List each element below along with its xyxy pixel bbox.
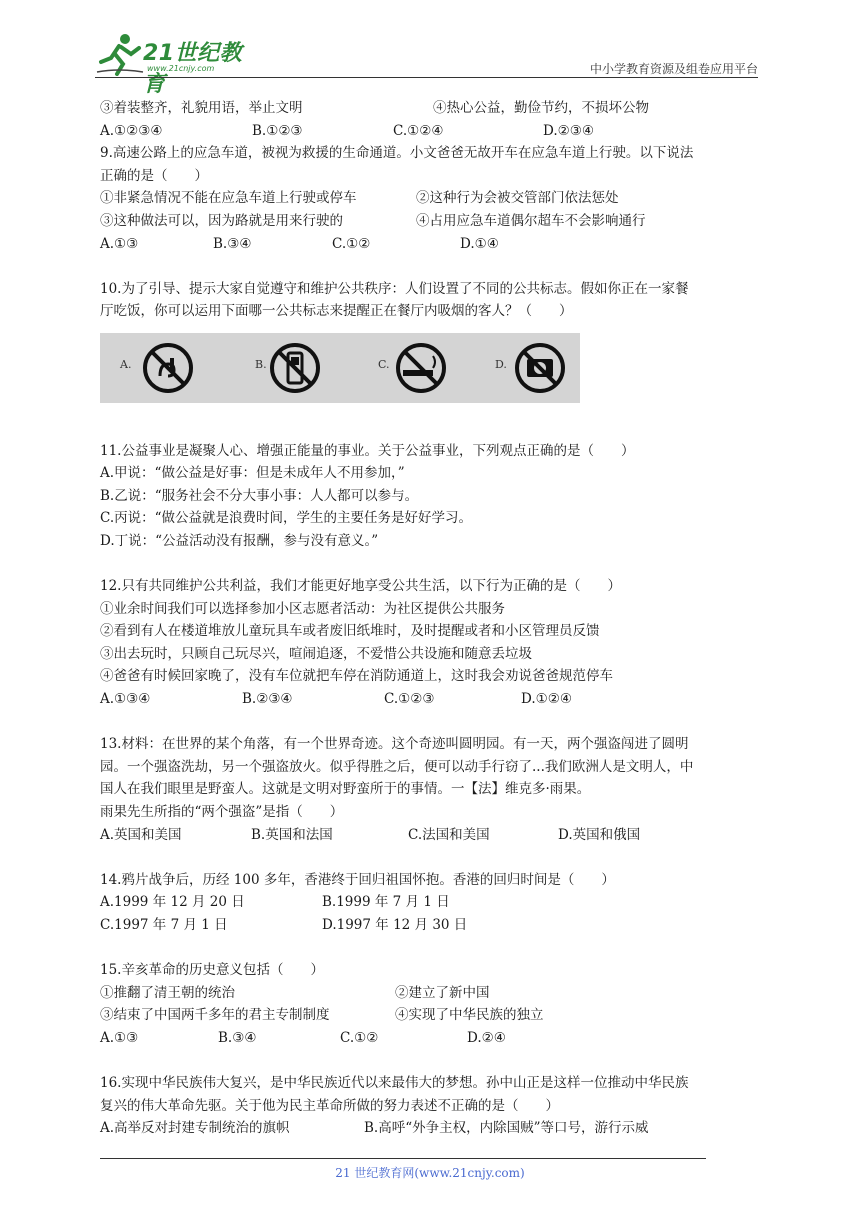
option-item: ③出去玩时，只顾自己玩尽兴，喧闹追逐，不爱惜公共设施和随意丢垃圾 — [100, 645, 532, 662]
sign-label: C. — [378, 357, 390, 371]
sign-label: B. — [255, 357, 267, 371]
answer-choices — [100, 1117, 762, 1140]
choice-a: A.甲说：“做公益是好事：但是未成年人不用参加，” — [100, 465, 405, 482]
choice-c: C.丙说：“做公益就是浪费时间，学生的主要任务是好好学习。 — [100, 510, 473, 527]
options-line — [100, 97, 762, 120]
answer-choices — [100, 120, 762, 143]
choice-c: C.1997 年 7 月 1 日 — [100, 917, 228, 933]
answer-choices — [100, 688, 762, 711]
question-16-stem-cont: 复兴的伟大革命先驱。关于他为民主革命所做的努力表述不正确的是（ ） — [100, 1097, 559, 1114]
option-item: ①非紧急情况不能在应急车道上行驶或停车 — [100, 190, 357, 207]
choice-c: C.①② — [332, 235, 371, 252]
choice-d: D.1997 年 12 月 30 日 — [322, 917, 468, 933]
question-10-stem-cont: 厅吃饭，你可以运用下面哪一公共标志来提醒正在餐厅内吸烟的客人？（ ） — [100, 303, 573, 320]
footer-link[interactable]: 21 世纪教育网(www.21cnjy.com) — [335, 1166, 525, 1180]
choice-b: B.③④ — [218, 1029, 257, 1046]
option-item: ①业余时间我们可以选择参加小区志愿者活动：为社区提供公共服务 — [100, 600, 505, 617]
site-logo[interactable] — [95, 32, 255, 97]
option-item: ③着装整齐，礼貌用语，举止文明 — [100, 100, 303, 116]
choice-a: A.高举反对封建专制统治的旗帜 — [100, 1120, 290, 1137]
page-header — [95, 30, 758, 97]
question-10-stem: 10.为了引导、提示大家自觉遵守和维护公共秩序：人们设置了不同的公共标志。假如你正在一家餐 — [100, 280, 689, 297]
option-item: ②建立了新中国 — [395, 984, 490, 1001]
choice-a: A.①③ — [100, 1029, 139, 1046]
answer-choices — [100, 914, 762, 937]
runner-logo-icon — [95, 32, 145, 76]
header-divider — [95, 77, 758, 78]
question-15-stem: 15.辛亥革命的历史意义包括（ ） — [100, 962, 324, 979]
question-11-stem: 11.公益事业是凝聚人心、增强正能量的事业。关于公益事业，下列观点正确的是（ ） — [100, 442, 635, 459]
choice-b: B.1999 年 7 月 1 日 — [322, 894, 450, 911]
choice-c: C.①②④ — [393, 122, 444, 139]
choice-d: D.丁说：“公益活动没有报酬，参与没有意义。” — [100, 532, 379, 549]
answer-choices — [100, 891, 762, 914]
choice-b: B.①②③ — [252, 122, 303, 139]
question-12-stem: 12.只有共同维护公共利益，我们才能更好地享受公共生活，以下行为正确的是（ ） — [100, 578, 621, 595]
option-item: ④占用应急车道偶尔超车不会影响通行 — [416, 212, 646, 229]
choice-d: D.英国和俄国 — [558, 826, 641, 843]
question-16-stem: 16.实现中华民族伟大复兴，是中华民族近代以来最伟大的梦想。孙中山正是这样一位推动中华民族 — [100, 1075, 689, 1092]
no-smoking-hand-sign-icon — [140, 340, 196, 396]
choice-a: A.1999 年 12 月 20 日 — [100, 894, 245, 911]
choice-b: B.乙说：“服务社会不分大事小事：人人都可以参与。 — [100, 487, 419, 504]
option-item: ②这种行为会被交管部门依法惩处 — [416, 190, 619, 207]
answer-choices — [100, 824, 762, 847]
question-13-stem: 13.材料：在世界的某个角落，有一个世界奇迹。这个奇迹叫圆明园。有一天，两个强盗闯进了圆明 — [100, 736, 689, 753]
options-line — [100, 1004, 762, 1027]
choice-b: B.高呼“外争主权，内除国贼”等口号，游行示威 — [364, 1120, 649, 1137]
question-9-stem-cont: 正确的是（ ） — [100, 167, 208, 184]
answer-choices — [100, 233, 762, 256]
choice-a: A.①③ — [100, 235, 139, 252]
choice-c: C.①② — [340, 1029, 379, 1046]
logo-url: www.21cnjy.com — [147, 64, 215, 73]
choice-d: D.②③④ — [543, 122, 594, 139]
option-item: ③结束了中国两千多年的君主专制制度 — [100, 1007, 330, 1024]
question-9-stem: 9.高速公路上的应急车道，被视为救援的生命通道。小文爸爸无故开车在应急车道上行驶。以下说法 — [100, 145, 694, 162]
options-line — [100, 210, 762, 233]
sign-label: D. — [495, 357, 507, 371]
options-line — [100, 982, 762, 1005]
public-signs-image — [100, 333, 580, 403]
question-13-stem-cont: 园。一个强盗洗劫，另一个强盗放火。似乎得胜之后，便可以动手行窃了...我们欧洲人是文明人，中 — [100, 758, 694, 775]
choice-d: D.①④ — [460, 235, 499, 252]
choice-a: A.①②③④ — [100, 122, 163, 139]
choice-d: D.①②④ — [521, 691, 572, 708]
question-13-stem-cont: 国人在我们眼里是野蛮人。这就是文明对野蛮所于的事情。一【法】维克多·雨果。 — [100, 781, 591, 798]
option-item: ①推翻了清王朝的统治 — [100, 984, 235, 1001]
sign-label: A. — [120, 357, 132, 371]
choice-a: A.英国和美国 — [100, 826, 182, 843]
choice-c: C.法国和美国 — [408, 826, 490, 843]
no-smoking-sign-icon — [393, 340, 449, 396]
option-item: ④热心公益，勤俭节约，不损坏公物 — [433, 100, 649, 116]
choice-b: B.③④ — [213, 235, 252, 252]
option-item: ②看到有人在楼道堆放儿童玩具车或者废旧纸堆时，及时提醒或者和小区管理员反馈 — [100, 623, 600, 640]
choice-b: B.英国和法国 — [251, 826, 333, 843]
option-item: ④实现了中华民族的独立 — [395, 1007, 544, 1024]
platform-name: 中小学教育资源及组卷应用平台 — [589, 62, 758, 76]
question-content — [100, 97, 762, 1140]
question-13-prompt: 雨果先生所指的“两个强盗”是指（ ） — [100, 804, 344, 821]
footer-divider — [100, 1158, 706, 1159]
choice-c: C.①②③ — [384, 691, 435, 708]
choice-a: A.①③④ — [100, 691, 151, 708]
option-item: ④爸爸有时候回家晚了，没有车位就把车停在消防通道上，这时我会劝说爸爸规范停车 — [100, 668, 613, 685]
no-mobile-phone-sign-icon — [267, 340, 323, 396]
option-item: ③这种做法可以，因为路就是用来行驶的 — [100, 212, 343, 229]
choice-d: D.②④ — [467, 1029, 506, 1046]
no-photography-sign-icon — [512, 340, 568, 396]
options-line — [100, 187, 762, 210]
answer-choices — [100, 1027, 762, 1050]
logo-text: 21世纪教育 — [143, 41, 243, 97]
choice-b: B.②③④ — [242, 691, 293, 708]
question-14-stem: 14.鸦片战争后，历经 100 多年，香港终于回归祖国怀抱。香港的回归时间是（ ） — [100, 871, 615, 888]
